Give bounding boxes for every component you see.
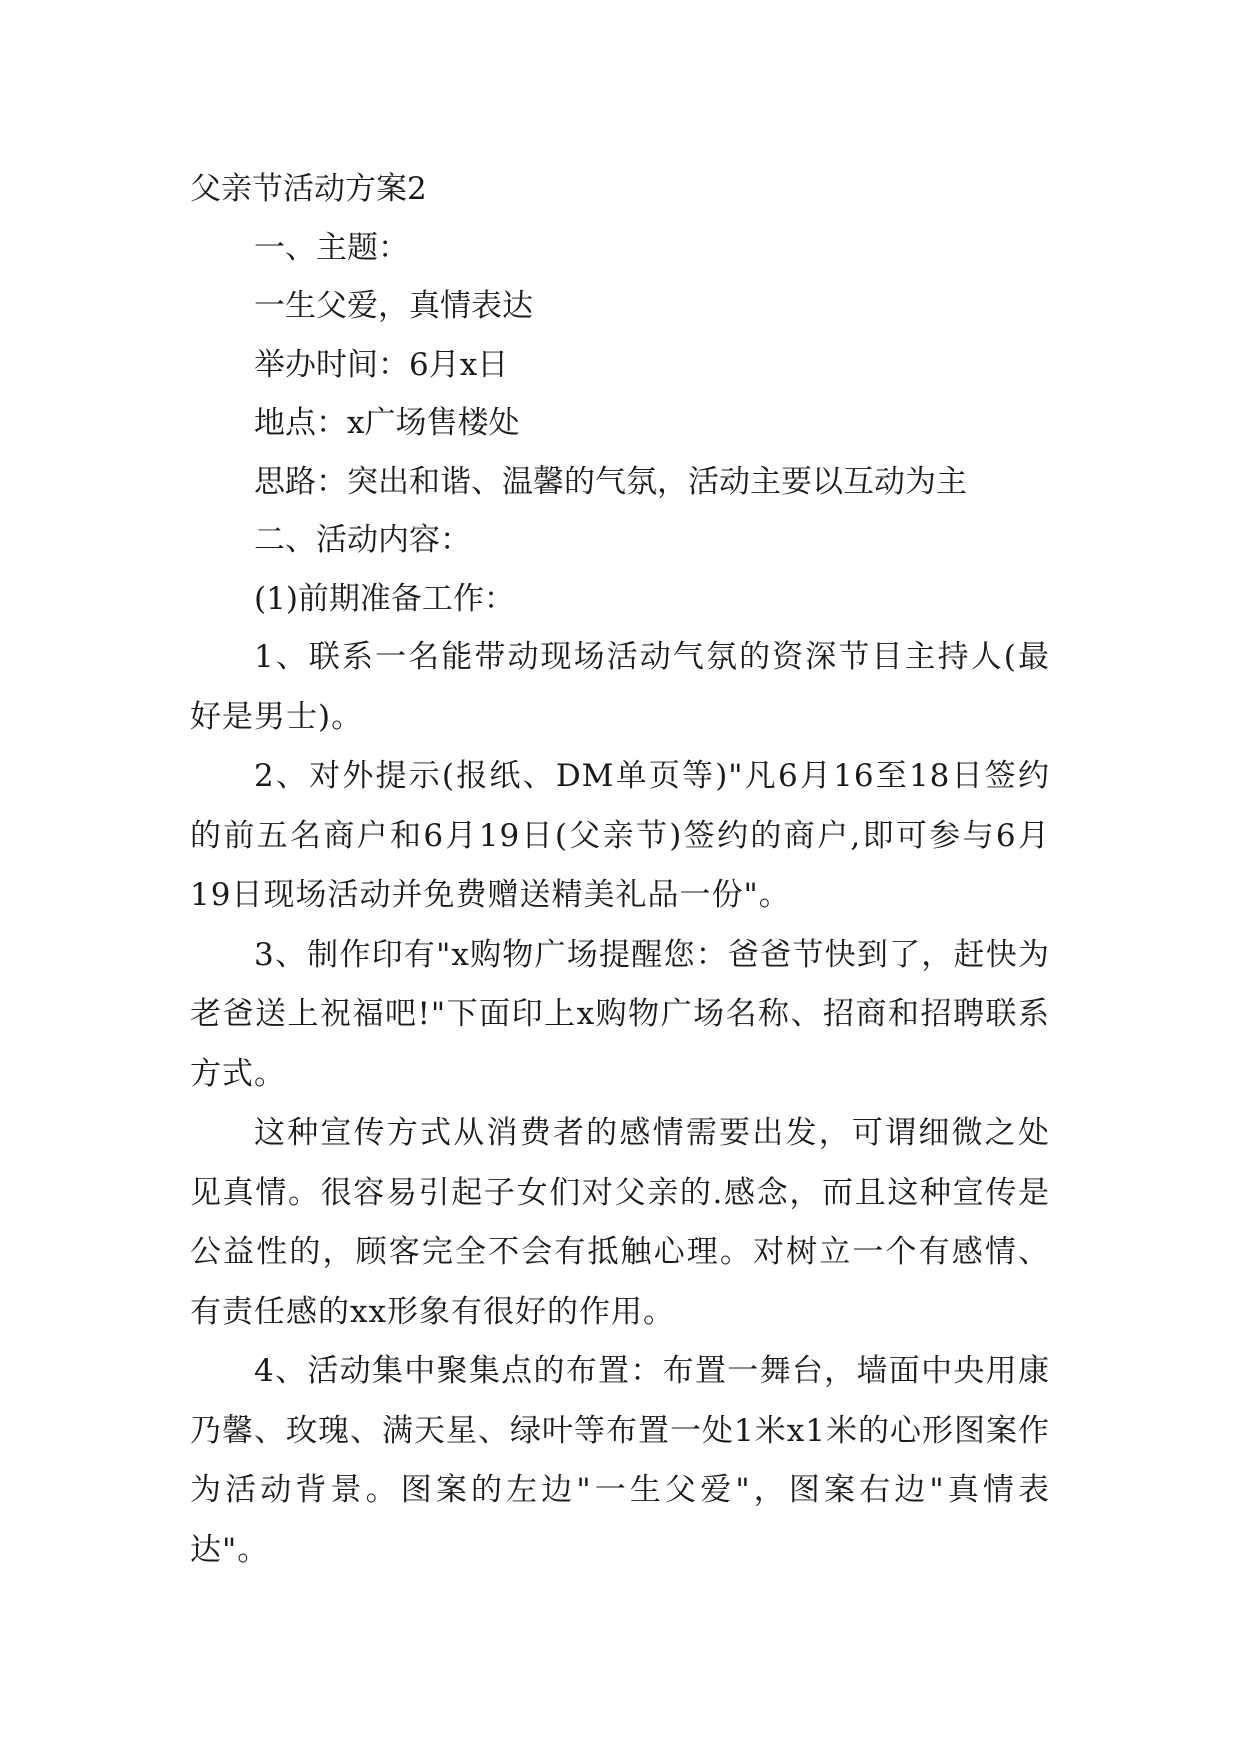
event-time: 举办时间：6月x日 bbox=[254, 346, 509, 383]
document-title: 父亲节活动方案2 bbox=[190, 171, 427, 207]
paragraph-publicity-benefit: 这种宣传方式从消费者的感情需要出发，可谓细微之处见真情。很容易引起子女们对父亲的.感念，而且这种宣传是公益性的，顾客完全不会有抵触心理。对树立一个有感情、有责任感的xx形象有很好的作用。 bbox=[190, 1115, 1050, 1330]
paragraph-printing: 3、制作印有"x购物广场提醒您：爸爸节快到了，赶快为老爸送上祝福吧!"下面印上x购物广场名称、招商和招聘联系方式。 bbox=[190, 936, 1050, 1092]
subsection-preparation: (1)前期准备工作： bbox=[254, 580, 515, 617]
paragraph-venue-layout: 4、活动集中聚集点的布置：布置一舞台，墙面中央用康乃馨、玫瑰、满天星、绿叶等布置一处1米x1米的心形图案作为活动背景。图案的左边"一生父爱"，图案右边"真情表达"。 bbox=[190, 1353, 1050, 1568]
event-location: 地点：x广场售楼处 bbox=[254, 405, 520, 441]
event-idea: 思路：突出和谐、温馨的气氛，活动主要以互动为主 bbox=[254, 463, 967, 500]
section-heading-theme: 一、主题： bbox=[254, 229, 409, 266]
section-heading-content: 二、活动内容： bbox=[254, 522, 471, 558]
paragraph-promotion: 2、对外提示(报纸、DM单页等)"凡6月16至18日签约的前五名商户和6月19日(父亲节)签约的商户,即可参与6月19日现场活动并免费赠送精美礼品一份"。 bbox=[190, 758, 1050, 913]
document-page bbox=[190, 160, 1050, 1580]
theme-text: 一生父爱，真情表达 bbox=[254, 288, 533, 324]
paragraph-host: 1、联系一名能带动现场活动气氛的资深节目主持人(最好是男士)。 bbox=[190, 639, 1050, 735]
